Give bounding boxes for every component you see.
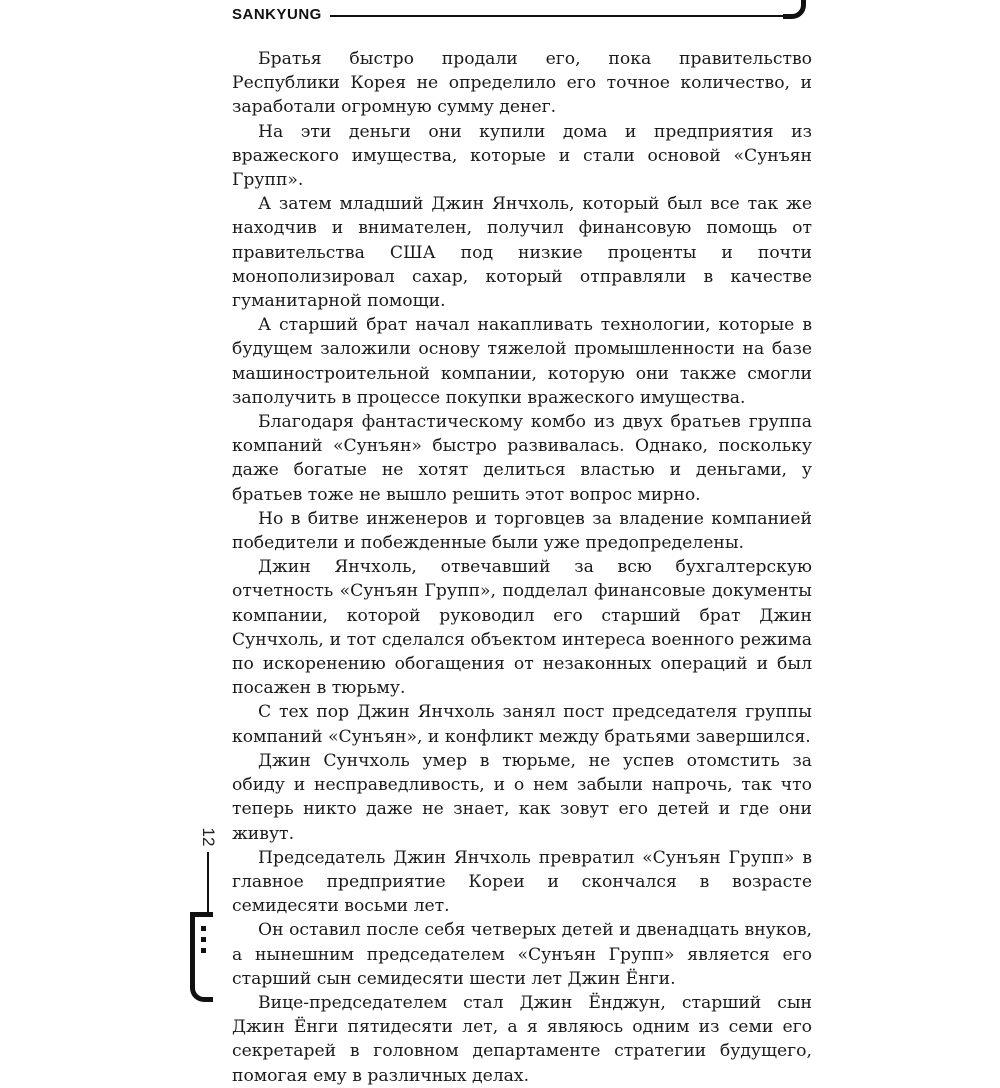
paragraph: Джин Янчхоль, отвечавший за всю бухгалтерскую отчетность «Сунъян Групп», подделал финансовые документы компании, которой руководил его старший брат Джин Сунчхоль, и тот сделался объектом интереса военного режима по искоренению обогащения от незаконных операций и был посажен в тюрьму. bbox=[232, 557, 812, 699]
paragraph: А затем младший Джин Янчхоль, который был все так же находчив и внимателен, получил финансовую помощь от правительства США под низкие проценты и почти монополизировал сахар, который отправляли в качестве гуманитарной помощи. bbox=[232, 194, 812, 312]
running-header-author: SANKYUNG bbox=[232, 6, 322, 23]
header-rule bbox=[330, 15, 790, 17]
paragraph: На эти деньги они купили дома и предприятия из вражеского имущества, которые и стали основой «Сунъян Групп». bbox=[232, 121, 812, 191]
paragraph: Но в битве инженеров и торговцев за владение компанией победители и побежденные были уже предопределены. bbox=[232, 508, 812, 554]
paragraph: Благодаря фантастическому комбо из двух братьев группа компаний «Сунъян» быстро развивалась. Однако, поскольку даже богатые не хотят делиться властью и деньгами, у братьев тоже не вышло решить этот вопрос мирно. bbox=[232, 412, 812, 505]
paragraph: Вице-председателем стал Джин Ёнджун, старший сын Джин Ёнги пятидесяти лет, а я являюсь одним из семи его секретарей в головном департаменте стратегии будущего, помогая ему в различных делах. bbox=[232, 992, 812, 1086]
paragraph: А старший брат начал накапливать технологии, которые в будущем заложили основу тяжелой промышленности на базе машиностроительной компании, которую они также смогли заполучить в процессе покупки вражеского имущества. bbox=[232, 315, 812, 408]
header-hook-ornament bbox=[783, 0, 806, 19]
page-number: 12 bbox=[199, 827, 218, 847]
paragraph: Братья быстро продали его, пока правительство Республики Корея не определило его точное количество, и заработали огромную сумму денег. bbox=[232, 49, 812, 118]
paragraph: Председатель Джин Янчхоль превратил «Сунъян Групп» в главное предприятие Кореи и скончался в возрасте семидесяти восьми лет. bbox=[232, 847, 812, 917]
folio-rule bbox=[207, 852, 209, 912]
body-text bbox=[232, 47, 812, 1088]
paragraph: Он оставил после себя четверых детей и двенадцать внуков, а нынешним председателем «Сунъян Групп» является его старший сын семидесяти шести лет Джин Ёнги. bbox=[232, 920, 812, 989]
paragraph: С тех пор Джин Янчхоль занял пост председателя группы компаний «Сунъян», и конфликт между братьями завершился. bbox=[232, 702, 812, 747]
paragraph: Джин Сунчхоль умер в тюрьме, не успев отомстить за обиду и несправедливость, и о нем забыли напрочь, так что теперь никто даже не знает, как зовут его детей и где они живут. bbox=[232, 750, 812, 844]
folio-dot bbox=[201, 926, 206, 931]
folio-dot bbox=[201, 948, 206, 953]
folio-dot bbox=[201, 937, 206, 942]
